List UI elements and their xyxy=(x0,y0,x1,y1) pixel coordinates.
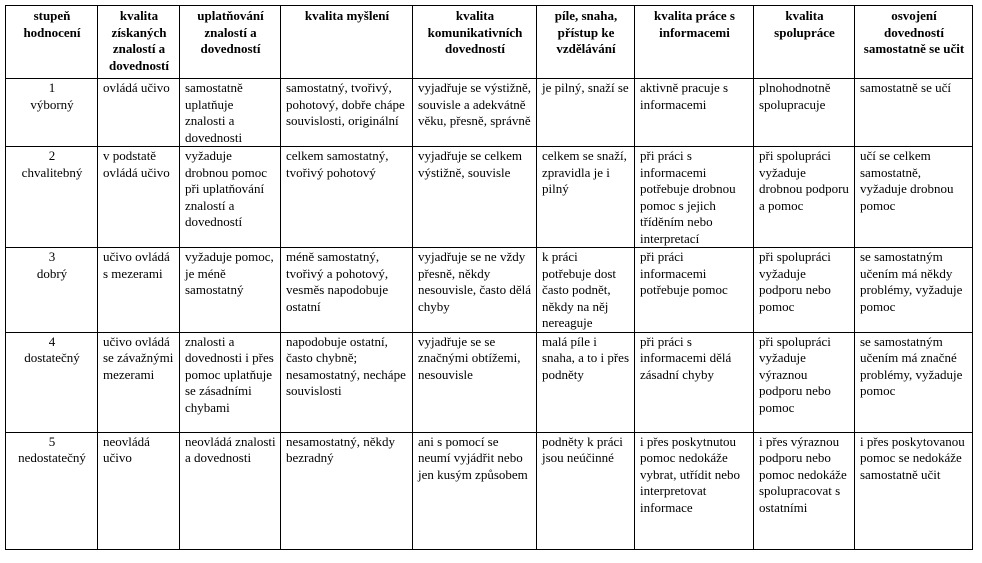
table-cell: podněty k práci jsou neúčinné xyxy=(537,432,635,549)
table-cell: plnohodnotně spolupracuje xyxy=(754,79,855,147)
table-cell: celkem samostatný, tvořivý pohotový xyxy=(281,147,413,248)
table-cell: je pilný, snaží se xyxy=(537,79,635,147)
table-cell: celkem se snaží, zpravidla je i pilný xyxy=(537,147,635,248)
grade-cell xyxy=(6,432,98,549)
grade-number: 5 xyxy=(48,433,56,449)
grade-number: 2 xyxy=(48,148,56,163)
header-grade: stupeň hodnocení xyxy=(6,6,98,79)
header-information-work: kvalita práce s informacemi xyxy=(635,6,754,79)
table-cell: nesamostatný, někdy bezradný xyxy=(281,432,413,549)
table-cell: neovládá učivo xyxy=(98,432,180,549)
header-communication-quality: kvalita komunikativních dovedností xyxy=(413,6,537,79)
header-cooperation: kvalita spolupráce xyxy=(754,6,855,79)
table-cell: při spolupráci vyžaduje drobnou podporu a pomoc xyxy=(754,147,855,248)
table-cell: při práci informacemi potřebuje pomoc xyxy=(635,248,754,333)
header-diligence: píle, snaha, přístup ke vzdělávání xyxy=(537,6,635,79)
header-row xyxy=(6,6,973,79)
table-cell: učivo ovládá s mezerami xyxy=(98,248,180,333)
table-cell: aktivně pracuje s informacemi xyxy=(635,79,754,147)
table-cell: samostatně se učí xyxy=(855,79,973,147)
grade-number: 3 xyxy=(48,249,56,264)
table-cell: malá píle i snaha, a to i přes podněty xyxy=(537,332,635,432)
grade-number: 4 xyxy=(48,333,56,349)
table-cell: neovládá znalosti a dovednosti xyxy=(180,432,281,549)
table-row xyxy=(6,332,973,432)
table-cell: znalosti a dovednosti i přes pomoc uplatňuje se zásadními chybami xyxy=(180,332,281,432)
grade-number: 1 xyxy=(48,80,56,95)
grade-cell xyxy=(6,147,98,248)
header-knowledge-quality: kvalita získaných znalostí a dovedností xyxy=(98,6,180,79)
table-cell: k práci potřebuje dost často podnět, někdy na něj nereaguje xyxy=(537,248,635,333)
table-cell: se samostatným učením má někdy problémy, vyžaduje pomoc xyxy=(855,248,973,333)
table-cell: se samostatným učením má značné problémy, vyžaduje pomoc xyxy=(855,332,973,432)
table-cell: ani s pomocí se neumí vyjádřit nebo jen kusým způsobem xyxy=(413,432,537,549)
table-cell: vyjadřuje se ne vždy přesně, někdy nesouvisle, často dělá chyby xyxy=(413,248,537,333)
table-cell: vyjadřuje se výstižně, souvisle a adekvátně věku, přesně, správně xyxy=(413,79,537,147)
table-cell: učivo ovládá se závažnými mezerami xyxy=(98,332,180,432)
table-cell: i přes poskytnutou pomoc nedokáže vybrat, utřídit nebo interpretovat informace xyxy=(635,432,754,549)
grade-label: výborný xyxy=(30,96,74,112)
table-cell: při spolupráci vyžaduje podporu nebo pomoc xyxy=(754,248,855,333)
table-row xyxy=(6,147,973,248)
grade-cell xyxy=(6,332,98,432)
grade-label: nedostatečný xyxy=(18,450,86,465)
table-cell: vyžaduje drobnou pomoc při uplatňování znalostí a dovedností xyxy=(180,147,281,248)
header-knowledge-application: uplatňování znalostí a dovedností xyxy=(180,6,281,79)
table-cell: při spolupráci vyžaduje výraznou podporu nebo pomoc xyxy=(754,332,855,432)
table-cell: i přes poskytovanou pomoc se nedokáže samostatně učit xyxy=(855,432,973,549)
table-cell: vyjadřuje se se značnými obtížemi, nesouvisle xyxy=(413,332,537,432)
table-cell: učí se celkem samostatně, vyžaduje drobnou pomoc xyxy=(855,147,973,248)
table-row xyxy=(6,79,973,147)
grade-label: dobrý xyxy=(36,265,68,281)
table-cell: méně samostatný, tvořivý a pohotový, vesměs napodobuje ostatní xyxy=(281,248,413,333)
grade-label: chvalitebný xyxy=(21,164,83,180)
table-cell: vyžaduje pomoc, je méně samostatný xyxy=(180,248,281,333)
header-thinking-quality: kvalita myšlení xyxy=(281,6,413,79)
table-cell: ovládá učivo xyxy=(98,79,180,147)
header-self-learning: osvojení dovedností samostatně se učit xyxy=(855,6,973,79)
table-cell: při práci s informacemi potřebuje drobnou pomoc s jejich tříděním nebo interpretací xyxy=(635,147,754,248)
table-cell: napodobuje ostatní, často chybně; nesamostatný, nechápe souvislosti xyxy=(281,332,413,432)
table-cell: v podstatě ovládá učivo xyxy=(98,147,180,248)
table-row xyxy=(6,248,973,333)
grading-criteria-table xyxy=(5,5,973,550)
table-cell: vyjadřuje se celkem výstižně, souvisle xyxy=(413,147,537,248)
grade-label: dostatečný xyxy=(24,350,80,365)
table-row xyxy=(6,432,973,549)
grade-cell xyxy=(6,79,98,147)
table-cell: samostatně uplatňuje znalosti a dovednosti xyxy=(180,79,281,147)
grade-cell xyxy=(6,248,98,333)
table-cell: samostatný, tvořivý, pohotový, dobře chápe souvislosti, originální xyxy=(281,79,413,147)
table-cell: i přes výraznou podporu nebo pomoc nedokáže spolupracovat s ostatními xyxy=(754,432,855,549)
table-cell: při práci s informacemi dělá zásadní chyby xyxy=(635,332,754,432)
